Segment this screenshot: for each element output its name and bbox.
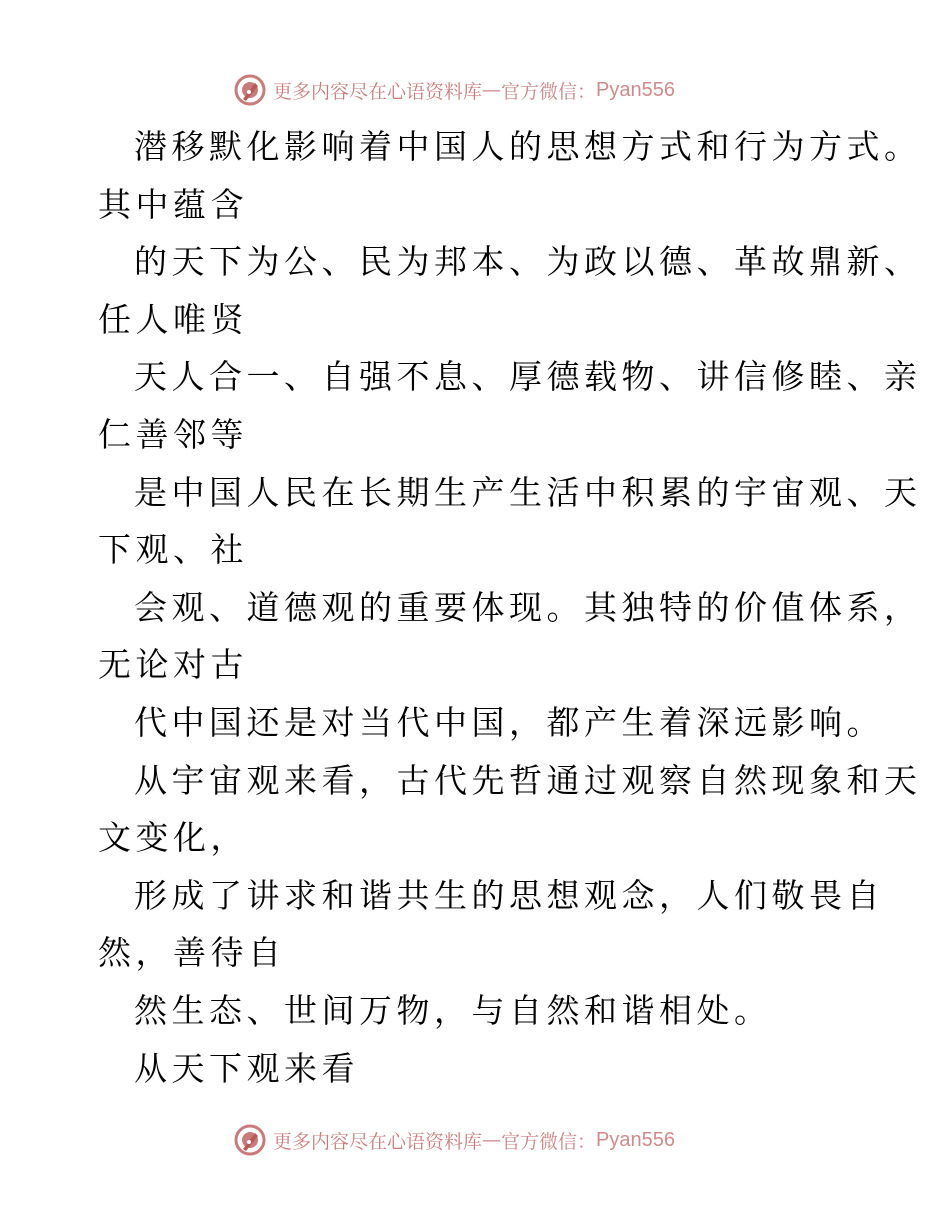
text-line: 潜移默化影响着中国人的思想方式和行为方式。 (134, 127, 922, 166)
text-line: 的天下为公、民为邦本、为政以德、革故鼎新、 (134, 242, 922, 282)
pen-nib-circle-icon (233, 73, 267, 107)
text-line: 其中蕴含 (98, 184, 248, 224)
watermark-separator: — (482, 1129, 502, 1151)
text-line: 然生态、世间万物，与自然和谐相处。 (134, 990, 772, 1030)
watermark-text: 更多内容尽在心语资料库 (273, 1130, 483, 1153)
body-text (98, 118, 922, 1097)
text-line: 是中国人民在长期生产生活中积累的宇宙观、天 (134, 472, 922, 512)
text-line: 然，善待自 (98, 933, 286, 973)
pen-nib-circle-icon (233, 1123, 267, 1157)
watermark-wechat-id: Pyan556 (596, 1128, 675, 1151)
text-line: 任人唯贤 (98, 299, 248, 339)
text-line: 无论对古 (98, 645, 248, 685)
text-line: 形成了讲求和谐共生的思想观念，人们敬畏自 (134, 875, 884, 915)
text-line: 仁善邻等 (98, 414, 248, 454)
text-line: 从宇宙观来看，古代先哲通过观察自然现象和天 (134, 760, 922, 800)
watermark-wechat-label: 官方微信： (501, 1130, 597, 1153)
text-line: 天人合一、自强不息、厚德载物、讲信修睦、亲 (134, 357, 922, 397)
text-line: 下观、社 (98, 530, 248, 570)
text-line: 会观、道德观的重要体现。其独特的价值体系， (134, 587, 922, 627)
header-watermark (233, 70, 675, 110)
watermark-text: 更多内容尽在心语资料库 (273, 80, 483, 103)
text-line: 文变化， (98, 818, 248, 858)
text-line: 代中国还是对当代中国，都产生着深远影响。 (134, 702, 884, 742)
footer-watermark (233, 1120, 675, 1160)
watermark-wechat-id: Pyan556 (596, 78, 675, 101)
text-line: 从天下观来看 (134, 1048, 359, 1088)
watermark-wechat-label: 官方微信： (501, 80, 597, 103)
watermark-separator: — (482, 79, 502, 101)
